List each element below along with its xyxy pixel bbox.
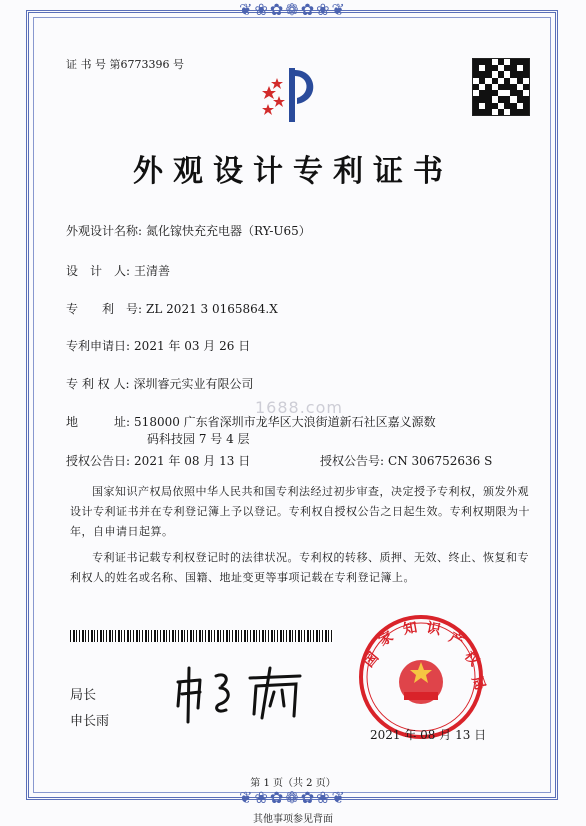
svg-text:权: 权 [460,648,483,670]
field-address [66,413,436,430]
field-grant-date [66,452,250,469]
bottom-ornament: ❦❀✿❁✿❀❦ [239,788,347,807]
qr-code [472,58,530,116]
field-patentee [66,375,254,392]
svg-text:知: 知 [401,619,419,638]
watermark-text: 1688.com [255,398,343,417]
handwritten-signature [170,658,320,728]
official-seal-icon [356,612,489,742]
signatory-name: 申长雨 [70,714,110,729]
field-address-line2: 码科技园 7 号 4 层 [147,432,250,446]
field-label: 授权公告日: [66,454,131,468]
field-value: 深圳睿元实业有限公司 [133,377,254,391]
field-value: 518000 广东省深圳市龙华区大浪街道新石社区嘉义源数 [134,415,436,429]
certificate-number: 证 书 号 第6773396 号 [66,58,184,71]
top-ornament: ❦❀✿❁✿❀❦ [239,0,347,19]
barcode [70,630,334,642]
page-number: 第 1 页（共 2 页） [250,778,336,789]
field-value: 王清善 [134,264,171,278]
field-value: CN 306752636 S [388,454,493,468]
signatory-role: 局长 [70,688,97,703]
certificate-title: 外观设计专利证书 [133,154,453,189]
field-label: 外观设计名称: [66,224,143,238]
field-value: ZL 2021 3 0165864.X [146,302,278,316]
svg-text:家: 家 [376,628,397,650]
field-design-name [66,222,311,239]
field-label: 专 利 权 人: [66,377,130,391]
svg-text:产: 产 [446,629,467,651]
field-grant-no [320,452,492,469]
field-designer [66,262,170,279]
svg-text:国: 国 [360,649,383,671]
field-label: 授权公告号: [320,454,385,468]
field-value: 氮化镓快充充电器（RY-U65） [146,224,311,238]
paragraph-grant: 国家知识产权局依照中华人民共和国专利法经过初步审查，决定授予专利权，颁发外观设计专利证书并在专利登记簿上予以登记。专利权自授权公告之日起生效。专利权期限为十年，自申请日起算。 [70,485,530,538]
svg-text:识: 识 [425,620,442,639]
field-value: 2021 年 03 月 26 日 [134,339,251,353]
field-label: 专利申请日: [66,339,131,353]
field-label: 地 址: [66,415,131,429]
field-label: 设 计 人: [66,264,131,278]
svg-text:局: 局 [468,673,489,693]
paragraph-legal-status: 专利证书记载专利权登记时的法律状况。专利权的转移、质押、无效、终止、恢复和专利权人的姓名或名称、国籍、地址变更等事项记载在专利登记簿上。 [70,551,529,584]
cnipa-logo-icon [255,60,325,130]
back-page-notice: 其他事项参见背面 [253,814,333,825]
field-value: 2021 年 08 月 13 日 [134,454,251,468]
field-label: 专 利 号: [66,302,143,316]
field-filing-date [66,337,250,354]
field-patent-no [66,300,278,317]
seal-date: 2021 年 08 月 13 日 [370,728,487,742]
